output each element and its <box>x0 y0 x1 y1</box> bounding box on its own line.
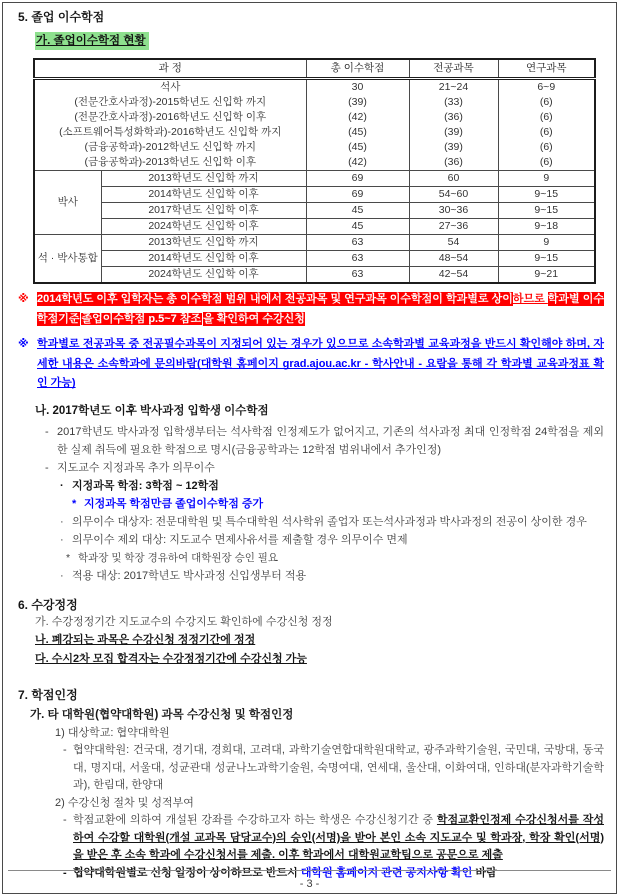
note-credit-criteria <box>18 290 604 329</box>
table-row <box>34 95 595 110</box>
table-row <box>34 187 595 203</box>
note-body: 학과별로 전공과목 중 전공필수과목이 지정되어 있는 경우가 있으므로 소속학과별 교육과정을 반드시 확인해야 하며, 자세한 내용은 소속학과에 문의바람(대학원 홈페이지 grad.ajou.ac.kr - 학사안내 - 요람을 통해 각 학과별 교육과정표 확인 가능) <box>37 338 604 389</box>
cell-research: 9~21 <box>498 267 595 284</box>
item-marker: * <box>66 551 71 564</box>
section7-title: 7. 학점인정 <box>18 688 78 702</box>
cell-total: (42) <box>306 110 409 125</box>
cell-condition: 2014학년도 신입학 이후 <box>101 187 306 203</box>
cell-total: (45) <box>306 125 409 140</box>
graduation-credits-table <box>33 58 596 284</box>
table-row <box>34 110 595 125</box>
procedure-text <box>73 812 604 865</box>
section7-item1-title: 1) 대상학교: 협약대학원 <box>55 726 170 739</box>
cell-major: 27~36 <box>409 219 498 235</box>
item-text: 지정과목 학점만큼 졸업이수학점 증가 <box>84 497 264 510</box>
cell-research: 9~18 <box>498 219 595 235</box>
partner-universities-text: 협약대학원: 건국대, 경기대, 경희대, 고려대, 과학기술연합대학원대학교, 광주과학기술원, 국민대, 국방대, 동국대, 명지대, 서울대, 성균관대 성균나노과학기술원, 숙명여대, 연세대, 울산대, 이화여대, 인하대(분자과학기술학과), 한림대, 한양대 <box>73 744 604 791</box>
list-item <box>45 459 604 477</box>
table-row <box>34 235 595 251</box>
table-row <box>34 267 595 284</box>
header-course: 과 정 <box>34 59 306 79</box>
cell-major: (39) <box>409 125 498 140</box>
table-row <box>34 140 595 155</box>
cell-research: 9~15 <box>498 203 595 219</box>
item-marker: - <box>63 744 67 756</box>
cell-major: (39) <box>409 140 498 155</box>
cell-condition: 2024학년도 신입학 이후 <box>101 267 306 284</box>
item-text: 2017학년도 박사과정 입학생부터는 석사학점 인정제도가 없어지고, 기존의 석사과정 최대 인정학점 24학점을 제외한 실제 취득에 필요한 학점으로 명시(금융공학과는 12학점 범위내에서 추가인정) <box>57 425 604 456</box>
item-marker: - <box>45 425 49 438</box>
note-segment-highlight: 2014학년도 이후 입학자는 총 이수학점 범위 내에서 전공과목 및 연구과목 이수학점이 학과별로 상이 <box>37 293 513 305</box>
item-text: 적용 대상: 2017학년도 박사과정 신입생부터 적용 <box>72 569 307 582</box>
cell-condition: 2024학년도 신입학 이후 <box>101 219 306 235</box>
item-marker: · <box>60 479 64 492</box>
list-item <box>45 423 604 459</box>
cell-course: (소프트웨어특성화학과)-2016학년도 신입학 까지 <box>34 125 306 140</box>
note-segment-highlight: 을 확인하여 수강신청 <box>203 312 305 325</box>
table-row <box>34 125 595 140</box>
footer-divider <box>8 870 611 871</box>
cell-total: (45) <box>306 140 409 155</box>
page-content <box>18 10 604 882</box>
note-marker: ※ <box>18 338 29 350</box>
note-segment-highlight: 학과별 이수학점기준 <box>37 293 605 325</box>
procedure-bold-segment: 학점교환인정제 수강신청서를 작성하여 수강할 대학원(개설 교과목 담당교수)의 승인(서명)을 받아 본인 소속 지도교수 및 학과장, 학장 확인(서명)을 받은 후 소속 학과에 수강신청서를 제출. 이후 학과에서 대학원교학팀으로 공문으로 제출 <box>73 814 604 861</box>
cell-total: 30 <box>306 79 409 96</box>
cell-total: 69 <box>306 171 409 187</box>
cell-major: (36) <box>409 110 498 125</box>
schedule-blue-segment: 대학원 홈페이지 관련 공지사항 확인 <box>300 866 473 879</box>
cell-total: 45 <box>306 219 409 235</box>
list-item <box>60 567 604 585</box>
cell-research: (6) <box>498 125 595 140</box>
cell-total: 63 <box>306 251 409 267</box>
table-header-row <box>34 59 595 79</box>
cell-major: 54~60 <box>409 187 498 203</box>
procedure-plain-segment: 학점교환에 의하여 개설된 강좌를 수강하고자 하는 학생은 수강신청기간 중 <box>73 814 437 826</box>
table-row <box>34 203 595 219</box>
cell-research: 9 <box>498 171 595 187</box>
item-text: 지정과목 학점: 3학점 ~ 12학점 <box>72 479 219 492</box>
cell-major: 60 <box>409 171 498 187</box>
item-marker: - <box>63 814 67 826</box>
table-row <box>34 79 595 96</box>
list-item <box>66 549 604 567</box>
header-total: 총 이수학점 <box>306 59 409 79</box>
cell-research: 9~15 <box>498 187 595 203</box>
item-text: 학과장 및 학장 경유하여 대학원장 승인 필요 <box>78 551 279 564</box>
note-segment-plain: 하므로 <box>512 293 548 305</box>
list-item: 다. 수시2차 모집 합격자는 수강정정기간에 수강신청 가능 <box>35 652 307 665</box>
cell-research: (6) <box>498 140 595 155</box>
cell-condition: 2013학년도 신입학 까지 <box>101 235 306 251</box>
cell-course: 석사 <box>34 79 306 96</box>
section7-sub-a-title: 가. 타 대학원(협약대학원) 과목 수강신청 및 학점인정 <box>30 709 294 721</box>
cell-course: (금융공학과)-2012학년도 신입학 까지 <box>34 140 306 155</box>
note-marker: ※ <box>18 293 29 305</box>
cell-major: 54 <box>409 235 498 251</box>
schedule-pre-segment: 협약대학원별로 신청 일정이 상이하므로 반드시 <box>73 866 301 879</box>
cell-group-label-phd: 박사 <box>34 171 101 235</box>
list-item <box>60 513 604 531</box>
section5-sub-b-title: 나. 2017학년도 이후 박사과정 입학생 이수학점 <box>35 404 269 417</box>
cell-research: (6) <box>498 110 595 125</box>
cell-research: (6) <box>498 155 595 171</box>
cell-condition: 2014학년도 신입학 이후 <box>101 251 306 267</box>
cell-total: (42) <box>306 155 409 171</box>
section5-title: 5. 졸업 이수학점 <box>18 10 105 24</box>
cell-major: 30~36 <box>409 203 498 219</box>
cell-course: (금융공학과)-2013학년도 신입학 이후 <box>34 155 306 171</box>
item-text: 지도교수 지정과목 추가 의무이수 <box>57 461 215 474</box>
header-major: 전공과목 <box>409 59 498 79</box>
table-row <box>34 251 595 267</box>
item-text: 의무이수 대상자: 전문대학원 및 특수대학원 석사학위 졸업자 또는석사과정과 박사과정의 전공이 상이한 경우 <box>72 515 587 528</box>
header-research: 연구과목 <box>498 59 595 79</box>
item-text: 의무이수 제외 대상: 지도교수 면제사유서를 제출할 경우 의무이수 면제 <box>72 533 408 546</box>
item-marker: - <box>45 461 49 474</box>
cell-group-label-combined: 석 · 박사통합 <box>34 235 101 284</box>
cell-major: 21~24 <box>409 79 498 96</box>
cell-major: (33) <box>409 95 498 110</box>
note-body <box>37 290 604 329</box>
cell-total: 63 <box>306 267 409 284</box>
section6 <box>18 598 604 669</box>
section5-sub-a-title: 가. 졸업이수학점 현황 <box>35 32 149 50</box>
list-item <box>72 495 604 513</box>
list-item <box>60 477 604 495</box>
list-item <box>60 531 604 549</box>
cell-major: 48~54 <box>409 251 498 267</box>
cell-research: 9~15 <box>498 251 595 267</box>
cell-major: (36) <box>409 155 498 171</box>
page-number: - 3 - <box>299 878 320 890</box>
cell-research: 6~9 <box>498 79 595 96</box>
cell-course: (전문간호사과정)-2015학년도 신입학 까지 <box>34 95 306 110</box>
cell-total: 63 <box>306 235 409 251</box>
cell-condition: 2017학년도 신입학 이후 <box>101 203 306 219</box>
table-row <box>34 155 595 171</box>
schedule-post-segment: 바람 <box>472 866 497 879</box>
item-marker: · <box>60 569 64 582</box>
list-item: 가. 수강정정기간 지도교수의 수강지도 확인하에 수강신청 정정 <box>35 615 333 628</box>
item-marker: - <box>63 866 67 879</box>
cell-condition: 2013학년도 신입학 까지 <box>101 171 306 187</box>
list-item: 나. 폐강되는 과목은 수강신청 정정기간에 정정 <box>35 634 256 646</box>
cell-research: 9 <box>498 235 595 251</box>
cell-research: (6) <box>498 95 595 110</box>
section7-item2-title: 2) 수강신청 절차 및 성적부여 <box>55 796 194 809</box>
cell-course: (전문간호사과정)-2016학년도 신입학 이후 <box>34 110 306 125</box>
table-row <box>34 171 595 187</box>
cell-total: 69 <box>306 187 409 203</box>
section5-sub-a <box>35 32 604 50</box>
section6-title: 6. 수강정정 <box>18 597 78 612</box>
table-row <box>34 219 595 235</box>
item-marker: * <box>72 497 77 510</box>
item-marker: · <box>60 533 64 546</box>
note-segment-reference-box: 졸업이수학점 p.5~7 참조 <box>81 312 202 325</box>
list-item <box>63 742 604 795</box>
cell-total: 45 <box>306 203 409 219</box>
cell-major: 42~54 <box>409 267 498 284</box>
cell-total: (39) <box>306 95 409 110</box>
section7 <box>18 688 604 882</box>
list-item <box>63 812 604 865</box>
note-curriculum-check <box>18 335 604 394</box>
item-marker: · <box>60 515 64 528</box>
